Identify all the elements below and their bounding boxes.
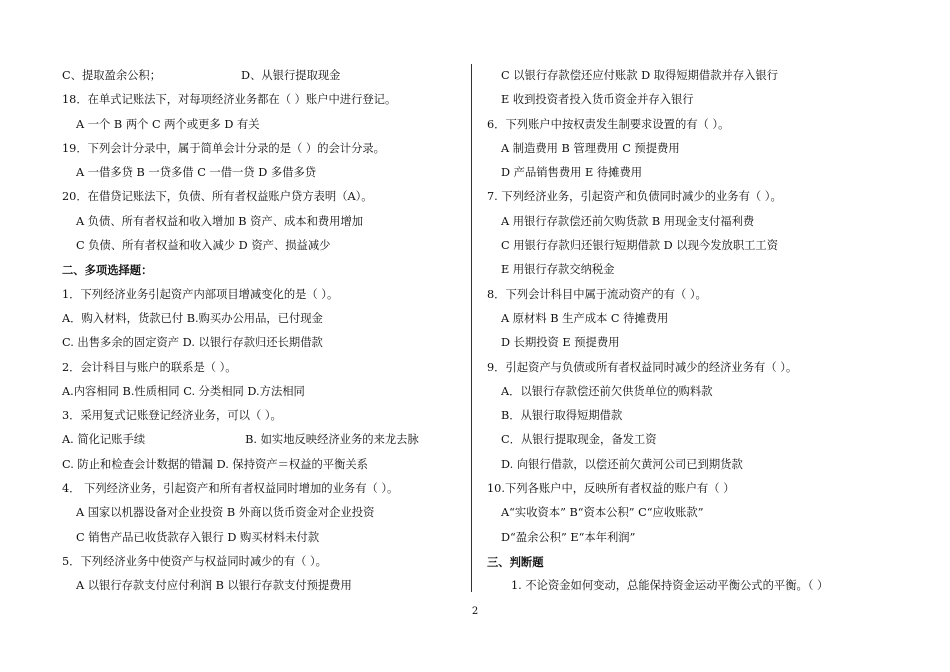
text-line: 8．下列会计科目中属于流动资产的有（ ）。 [487, 287, 707, 301]
text-line: A 一借多贷 B 一贷多借 C 一借一贷 D 多借多贷 [76, 166, 317, 180]
text-line: A 以银行存款支付应付利润 B 以银行存款支付预提费用 [76, 579, 352, 593]
text-line: 4． 下列经济业务，引起资产和所有者权益同时增加的业务有（ ）。 [62, 482, 399, 496]
text-line: D“盈余公积” E“本年利润” [501, 530, 636, 544]
text-line: A 一个 B 两个 C 两个或更多 D 有关 [76, 117, 260, 131]
text-line: D. 向银行借款，以偿还前欠黄河公司已到期货款 [501, 457, 743, 471]
text-line: 1．下列经济业务引起资产内部项目增减变化的是（ ）。 [62, 287, 339, 301]
text-line: A. 简化记账手续 B. 如实地反映经济业务的来龙去脉 [62, 433, 419, 447]
text-line: 19．下列会计分录中，属于简单会计分录的是（ ）的会计分录。 [62, 141, 385, 155]
page-number: 2 [471, 606, 479, 617]
text-line: C 用银行存款归还银行短期借款 D 以现今发放职工工资 [501, 239, 779, 253]
text-line: 2．会计科目与账户的联系是（ ）。 [62, 360, 237, 374]
text-line: 5．下列经济业务中使资产与权益同时减少的有（ ）。 [62, 554, 327, 568]
text-line: A．以银行存款偿还前欠供货单位的购料款 [501, 384, 713, 398]
text-line: E 用银行存款交纳税金 [501, 263, 615, 277]
text-line: C 负债、所有者权益和收入减少 D 资产、损益减少 [76, 239, 331, 253]
text-line: C．从银行提取现金，备发工资 [501, 433, 657, 447]
text-line: A 国家以机器设备对企业投资 B 外商以货币资金对企业投资 [76, 506, 375, 520]
right-column [487, 64, 907, 599]
text-line: A 原材料 B 生产成本 C 待摊费用 [501, 311, 669, 325]
text-line: C、提取盈余公积； D、从银行提取现金 [62, 69, 341, 82]
text-line: C. 防止和检查会计数据的错漏 D. 保持资产＝权益的平衡关系 [62, 457, 368, 471]
text-line: 18．在单式记账法下，对每项经济业务都在（ ）账户中进行登记。 [62, 93, 397, 107]
text-line: 1. 不论资金如何变动，总能保持资金运动平衡公式的平衡。（ ） [511, 579, 829, 593]
text-line: 6．下列账户中按权责发生制要求设置的有（ ）。 [487, 117, 730, 131]
text-line: D 产品销售费用 E 待摊费用 [501, 166, 643, 180]
column-divider [471, 64, 472, 592]
section-heading: 二、多项选择题： [62, 263, 153, 278]
text-line: C. 出售多余的固定资产 D. 以银行存款归还长期借款 [62, 336, 323, 350]
text-line: 7. 下列经济业务，引起资产和负债同时减少的业务有（ ）。 [487, 190, 782, 204]
text-line: A．购入材料，货款已付 B.购买办公用品，已付现金 [62, 311, 323, 325]
text-line: 10.下列各账户中，反映所有者权益的账户有（ ） [487, 482, 735, 496]
left-column [62, 64, 467, 599]
text-line: C 销售产品已收货款存入银行 D 购买材料未付款 [76, 530, 320, 544]
text-line: A 制造费用 B 管理费用 C 预提费用 [501, 141, 680, 155]
text-line: 20．在借贷记账法下，负债、所有者权益账户贷方表明（A）。 [62, 190, 373, 204]
text-line: E 收到投资者投入货币资金并存入银行 [501, 93, 694, 107]
section-heading: 三、判断题 [487, 554, 544, 569]
text-line: A.内容相同 B.性质相同 C. 分类相同 D.方法相同 [62, 384, 305, 398]
text-line: D 长期投资 E 预提费用 [501, 336, 620, 350]
text-line: A 用银行存款偿还前欠购货款 B 用现金支付福利费 [501, 214, 755, 228]
text-line: C 以银行存款偿还应付账款 D 取得短期借款并存入银行 [501, 69, 779, 82]
text-line: 9．引起资产与负债或所有者权益同时减少的经济业务有（ ）。 [487, 360, 798, 374]
text-line: A“实收资本” B“资本公积” C“应收账款” [501, 506, 704, 520]
text-line: A 负债、所有者权益和收入增加 B 资产、成本和费用增加 [76, 214, 364, 228]
text-line: B．从银行取得短期借款 [501, 409, 623, 423]
text-line: 3．采用复式记账登记经济业务，可以（ ）。 [62, 409, 282, 423]
